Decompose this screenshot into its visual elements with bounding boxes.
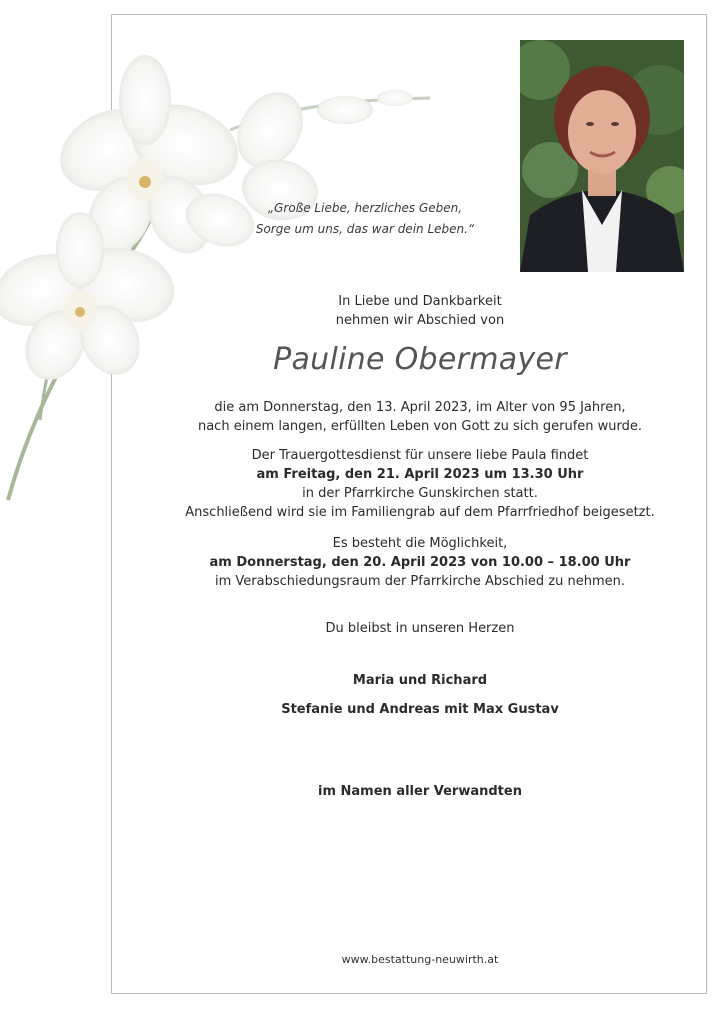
orchid-flower-icon <box>0 40 450 510</box>
farewell-date: am Donnerstag, den 20. April 2023 von 10.00 – 18.00 Uhr <box>209 555 631 570</box>
footer-url: www.bestattung-neuwirth.at <box>341 953 499 966</box>
funeral-service <box>140 446 700 522</box>
farewell-line-3: im Verabschiedungsraum der Pfarrkirche Abschied zu nehmen. <box>214 574 625 589</box>
closing-line: Du bleibst in unseren Herzen <box>325 621 515 636</box>
memorial-quote <box>230 198 500 240</box>
farewell-info <box>140 534 700 591</box>
relatives-text <box>140 782 700 801</box>
death-notice <box>140 398 700 436</box>
portrait-photo <box>520 40 684 272</box>
closing-text <box>140 619 700 638</box>
deceased-name: Pauline Obermayer <box>273 342 567 377</box>
mourners-list <box>140 666 700 724</box>
quote-line-1: „Große Liebe, herzliches Geben, <box>267 201 463 215</box>
funeral-date: am Freitag, den 21. April 2023 um 13.30 Uhr <box>256 467 584 482</box>
death-notice-line-2: nach einem langen, erfüllten Leben von Gott zu sich gerufen wurde. <box>197 419 643 434</box>
funeral-line-4: Anschließend wird sie im Familiengrab auf dem Pfarrfriedhof beigesetzt. <box>185 505 655 520</box>
funeral-line-3: in der Pfarrkirche Gunskirchen statt. <box>302 486 538 501</box>
intro-text <box>140 292 700 330</box>
quote-line-2: Sorge um uns, das war dein Leben.“ <box>255 222 475 236</box>
mourner-2: Stefanie und Andreas mit Max Gustav <box>281 702 559 717</box>
funeral-line-1: Der Trauergottesdienst für unsere liebe Paula findet <box>251 448 589 463</box>
death-notice-line-1: die am Donnerstag, den 13. April 2023, im Alter von 95 Jahren, <box>214 400 626 415</box>
mourner-1: Maria und Richard <box>352 673 488 688</box>
intro-line-2: nehmen wir Abschied von <box>335 313 505 328</box>
relatives-line: im Namen aller Verwandten <box>318 784 522 799</box>
farewell-line-1: Es besteht die Möglichkeit, <box>332 536 508 551</box>
intro-line-1: In Liebe und Dankbarkeit <box>338 294 502 309</box>
